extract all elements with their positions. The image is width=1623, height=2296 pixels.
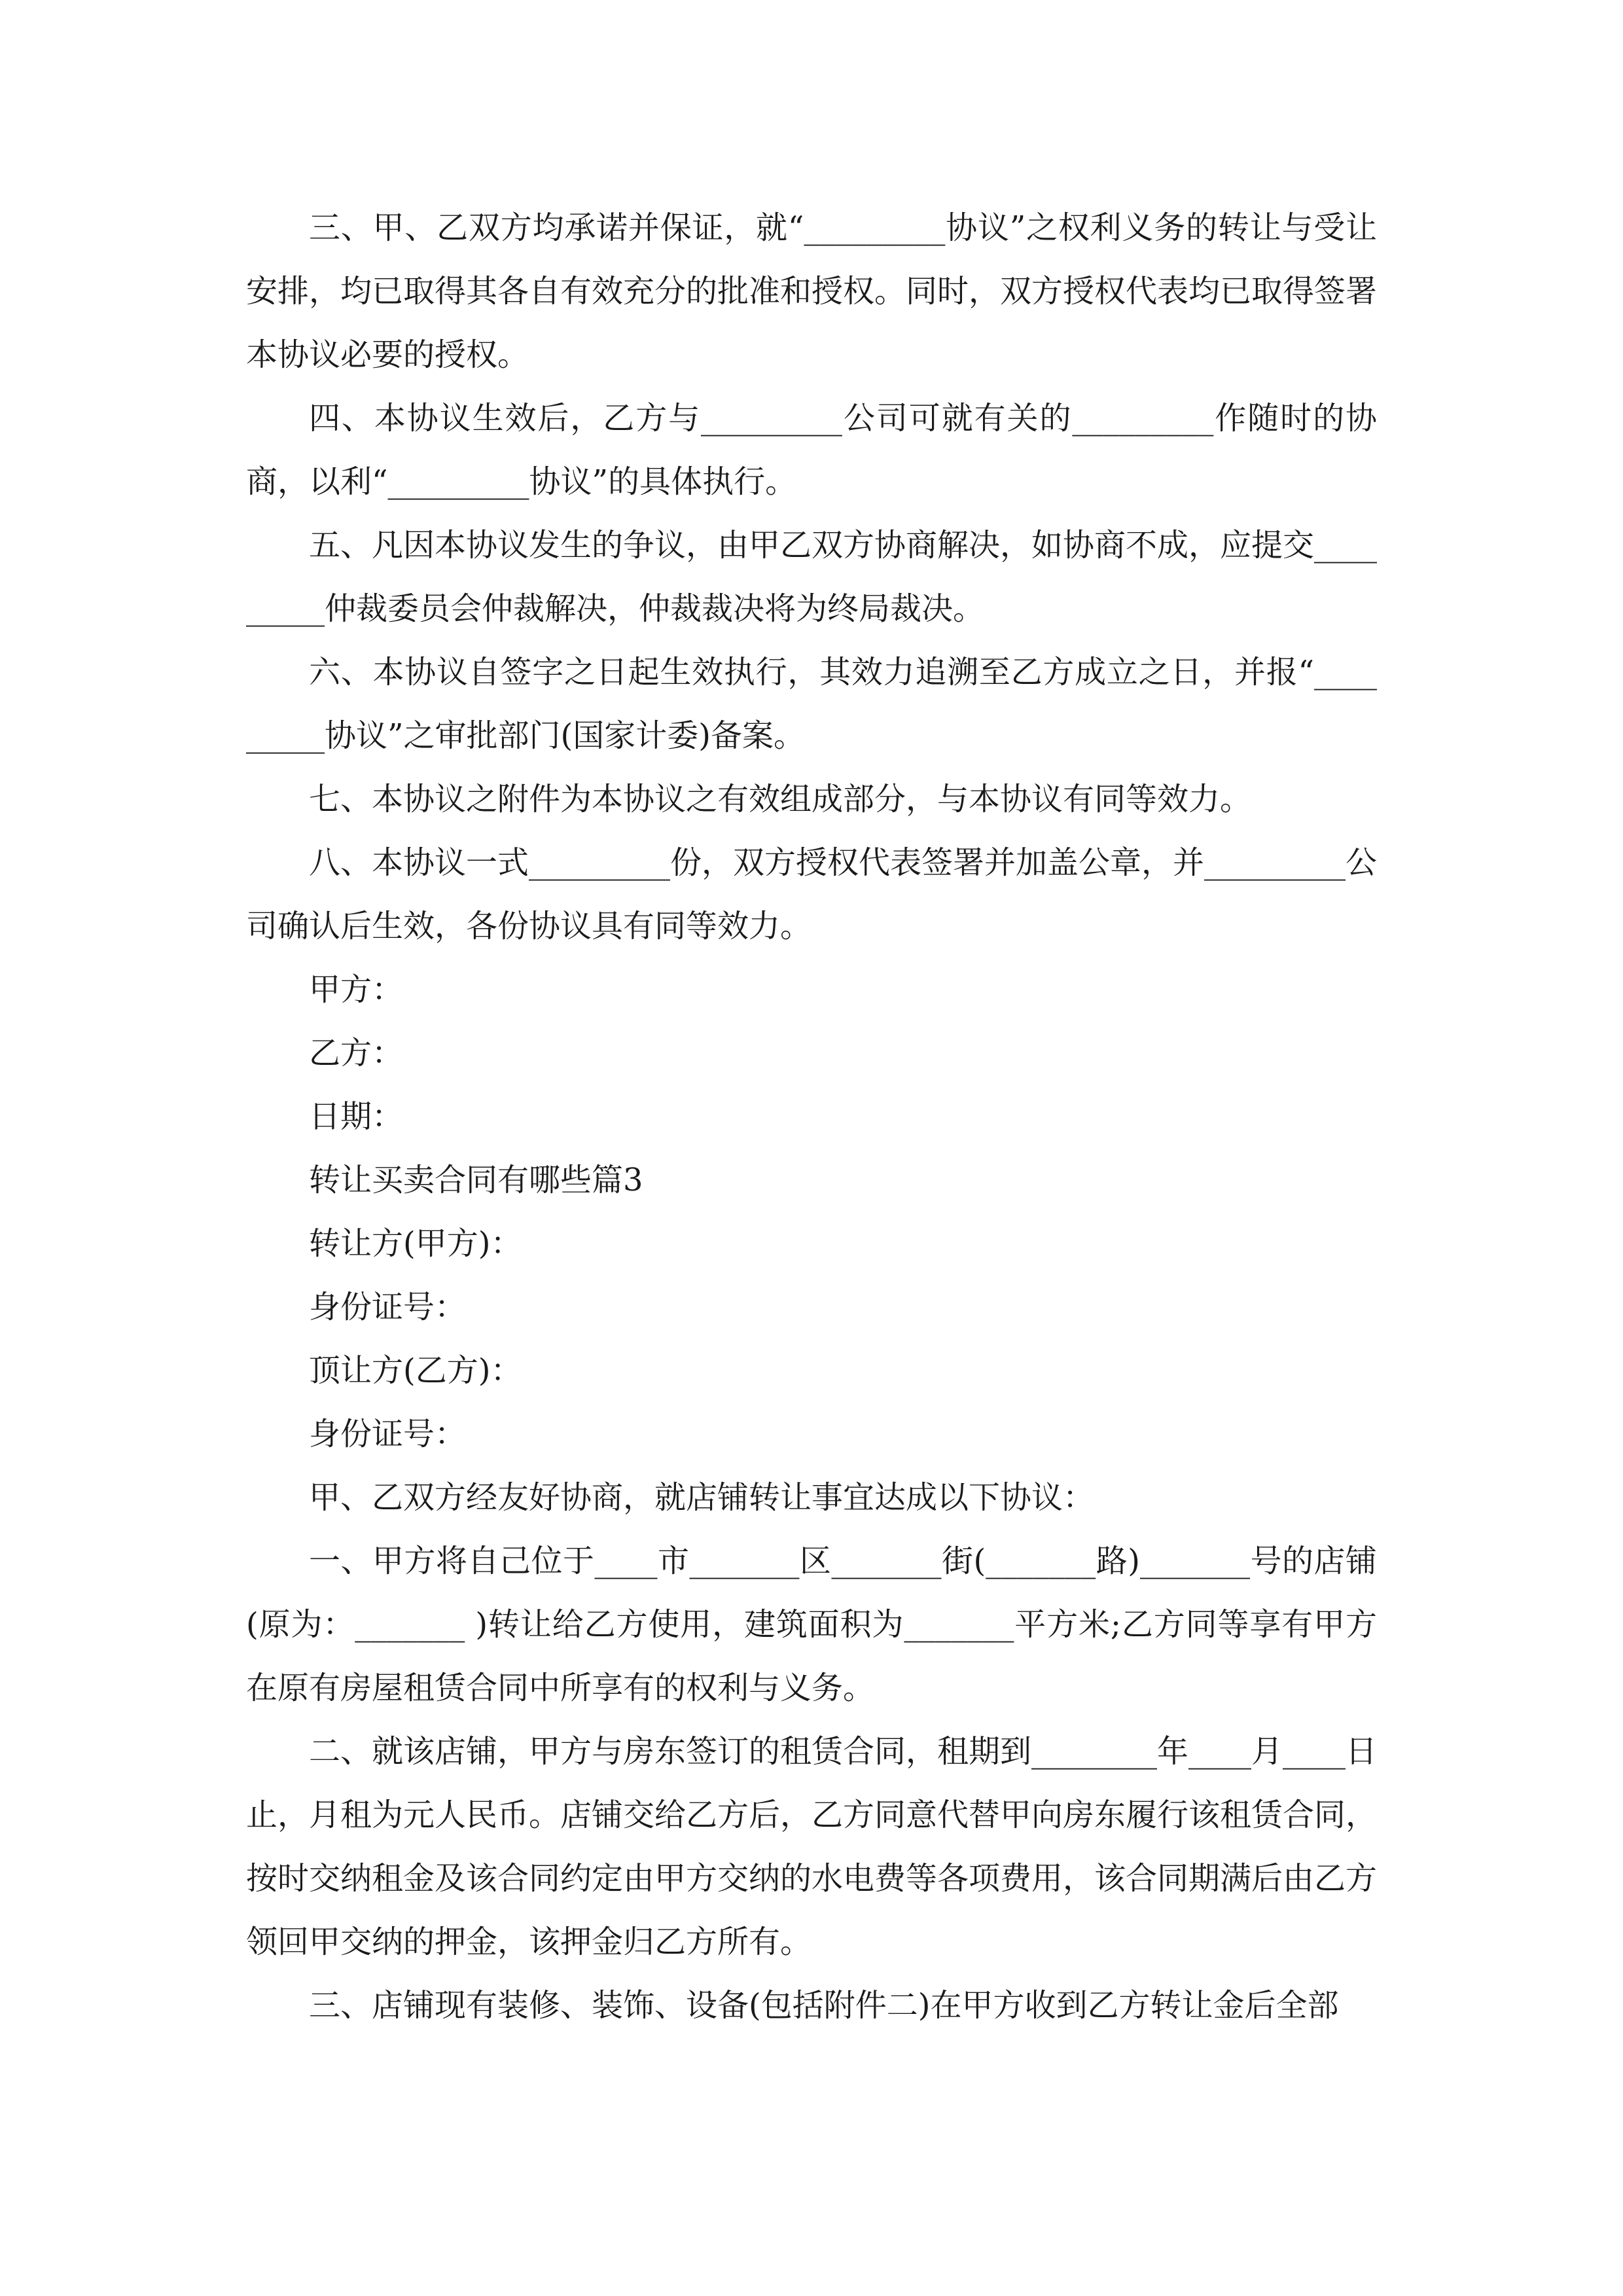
agreement-intro: 甲、乙双方经友好协商，就店铺转让事宜达成以下协议： xyxy=(309,1479,1095,1516)
document-body xyxy=(246,196,1377,2037)
date-line: 日期： xyxy=(309,1098,404,1135)
clause-paragraph: 六、本协议自签字之日起生效执行，其效力追溯至乙方成立之日，并报“_________协议”之审批部门(国家计委)备案。 xyxy=(246,654,1377,754)
clause-paragraph: 七、本协议之附件为本协议之有效组成部分，与本协议有同等效力。 xyxy=(309,781,1252,817)
section-title: 转让买卖合同有哪些篇3 xyxy=(309,1162,643,1198)
clause-paragraph: 三、店铺现有装修、装饰、设备(包括附件二)在甲方收到乙方转让金后全部 xyxy=(309,1987,1339,2024)
party-b-signature-line: 乙方： xyxy=(309,1035,404,1071)
transferor-line: 转让方(甲方)： xyxy=(309,1225,522,1262)
clause-paragraph: 四、本协议生效后，乙方与_________公司可就有关的_________作随时的协商，以利“_________协议”的具体执行。 xyxy=(246,400,1377,500)
clause-paragraph: 二、就该店铺，甲方与房东签订的租赁合同，租期到________年____月____日止，月租为元人民币。店铺交给乙方后，乙方同意代替甲向房东履行该租赁合同，按时交纳租金及该合同约定由甲方交纳的水电费等各项费用，该合同期满后由乙方领回甲交纳的押金，该押金归乙方所有。 xyxy=(246,1733,1378,1960)
transferor-id-line: 身份证号： xyxy=(309,1289,467,1325)
clause-paragraph: 一、甲方将自己位于____市_______区_______街(_______路)_______号的店铺(原为：_______ )转让给乙方使用，建筑面积为_______平方米;乙方同等享有甲方在原有房屋租赁合同中所享有的权利与义务。 xyxy=(246,1543,1377,1706)
party-a-signature-line: 甲方： xyxy=(309,971,404,1008)
transferee-id-line: 身份证号： xyxy=(309,1416,467,1452)
clause-paragraph: 三、甲、乙双方均承诺并保证，就“_________协议”之权利义务的转让与受让安排，均已取得其各自有效充分的批准和授权。同时，双方授权代表均已取得签署本协议必要的授权。 xyxy=(246,209,1378,373)
clause-paragraph: 五、凡因本协议发生的争议，由甲乙双方协商解决，如协商不成，应提交_________仲裁委员会仲裁解决，仲裁裁决将为终局裁决。 xyxy=(246,527,1378,627)
clause-paragraph: 八、本协议一式_________份，双方授权代表签署并加盖公章，并_________公司确认后生效，各份协议具有同等效力。 xyxy=(246,844,1378,944)
transferee-line: 顶让方(乙方)： xyxy=(309,1352,522,1389)
